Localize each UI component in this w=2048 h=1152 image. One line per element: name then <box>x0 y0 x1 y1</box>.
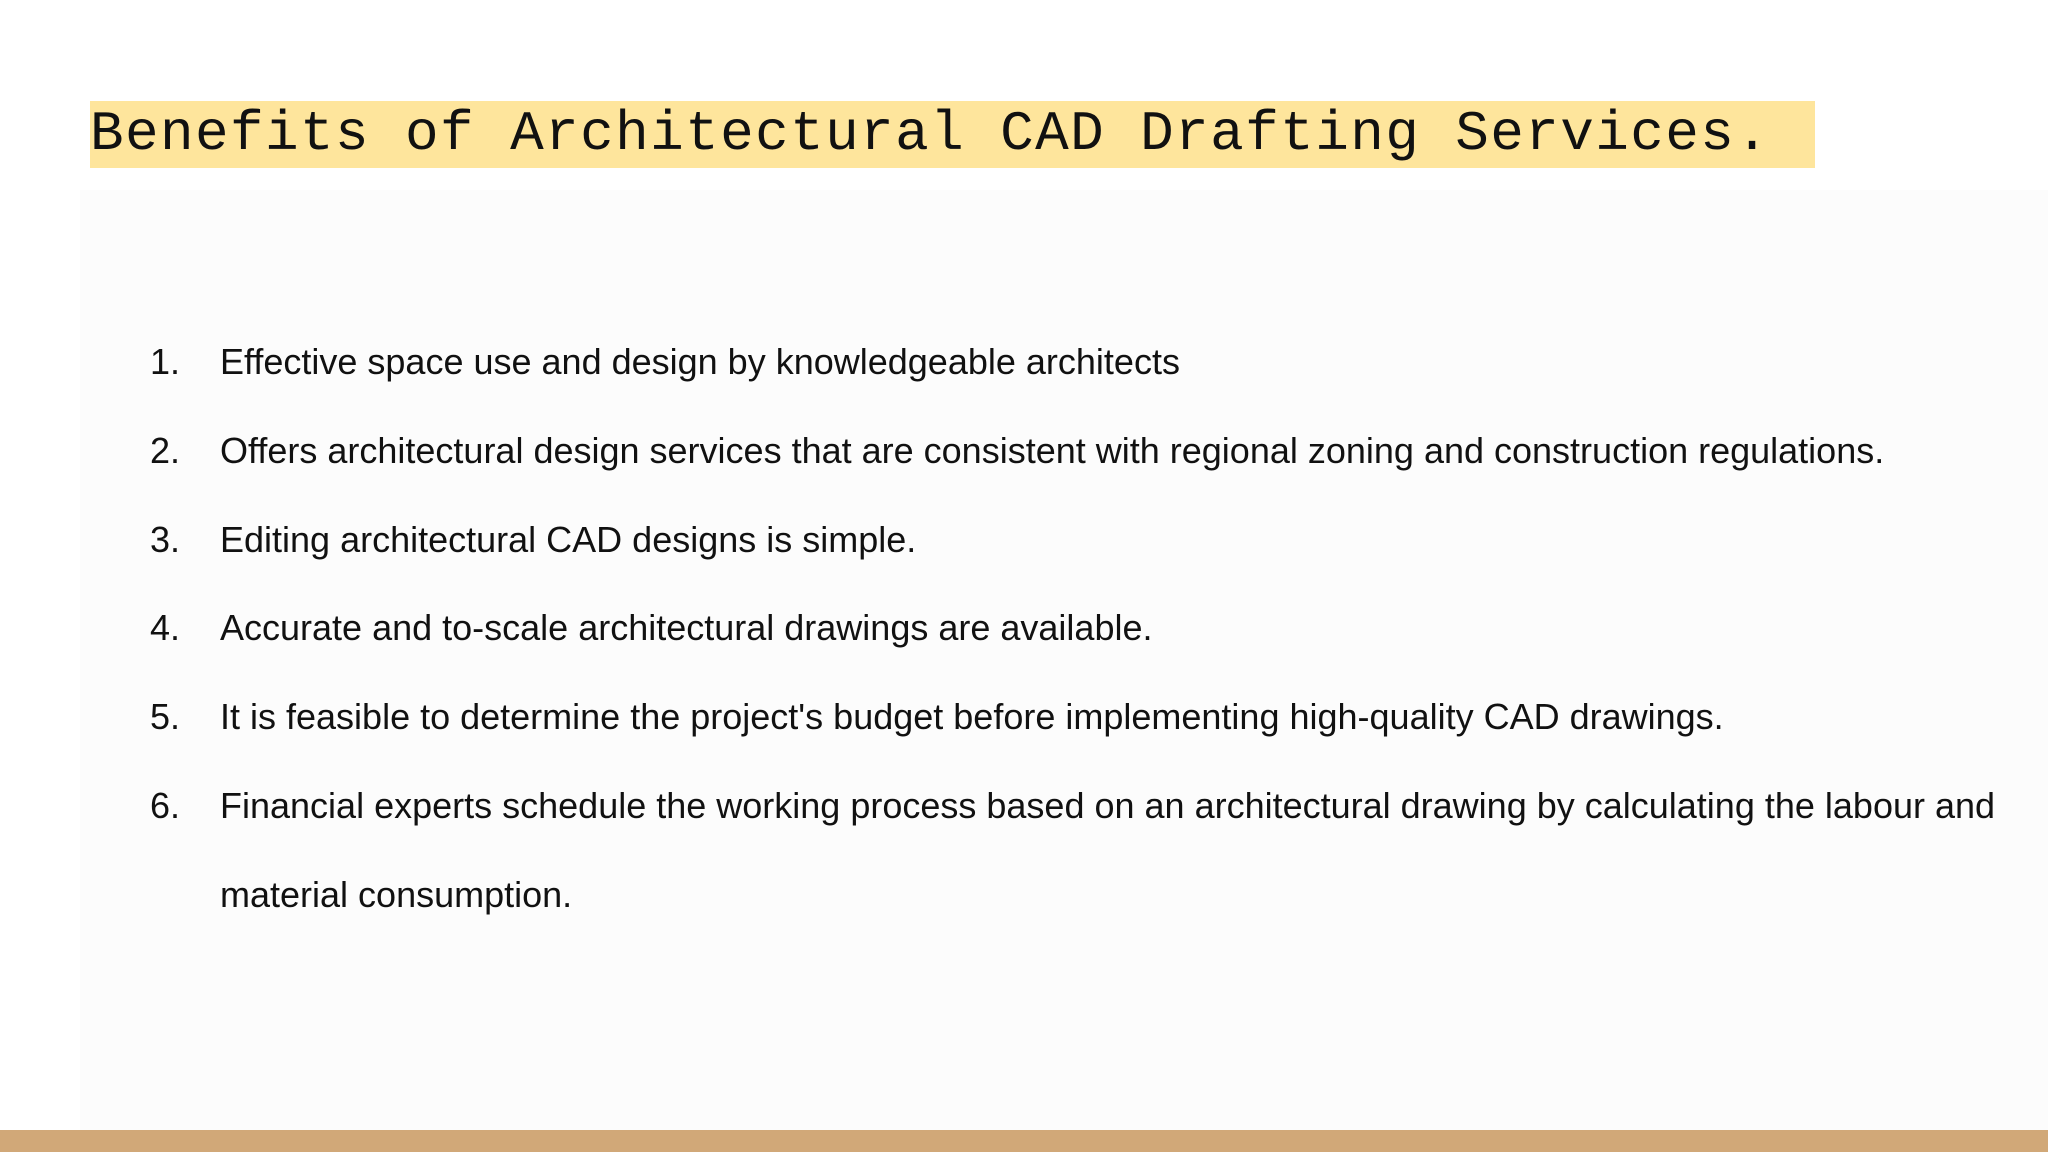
list-number: 4. <box>150 607 181 649</box>
list-number: 6. <box>150 784 181 826</box>
benefits-list <box>150 318 2030 940</box>
list-item <box>150 407 2030 496</box>
list-item <box>150 318 2030 407</box>
list-number: 2. <box>150 429 181 471</box>
list-item-text: It is feasible to determine the project's budget before implementing high-quality CAD drawings. <box>220 696 1724 738</box>
list-item <box>150 584 2030 673</box>
list-item-text: Financial experts schedule the working process based on an architectural drawing by calculating the labour and material consumption. <box>220 784 1996 915</box>
list-number: 3. <box>150 518 181 560</box>
list-item <box>150 496 2030 585</box>
slide-title: Benefits of Architectural CAD Drafting Services. <box>90 102 1771 166</box>
list-number: 5. <box>150 696 181 738</box>
list-item-text: Effective space use and design by knowledgeable architects <box>220 341 1180 382</box>
list-item-text: Editing architectural CAD designs is simple. <box>220 518 917 560</box>
footer-bar <box>0 1130 2048 1152</box>
list-item <box>150 762 2030 940</box>
list-item-text: Accurate and to-scale architectural drawings are available. <box>220 607 1153 649</box>
list-item <box>150 673 2030 762</box>
list-item-text: Offers architectural design services that are consistent with regional zoning and construction regulations. <box>220 429 1885 471</box>
list-number: 1. <box>150 341 181 382</box>
